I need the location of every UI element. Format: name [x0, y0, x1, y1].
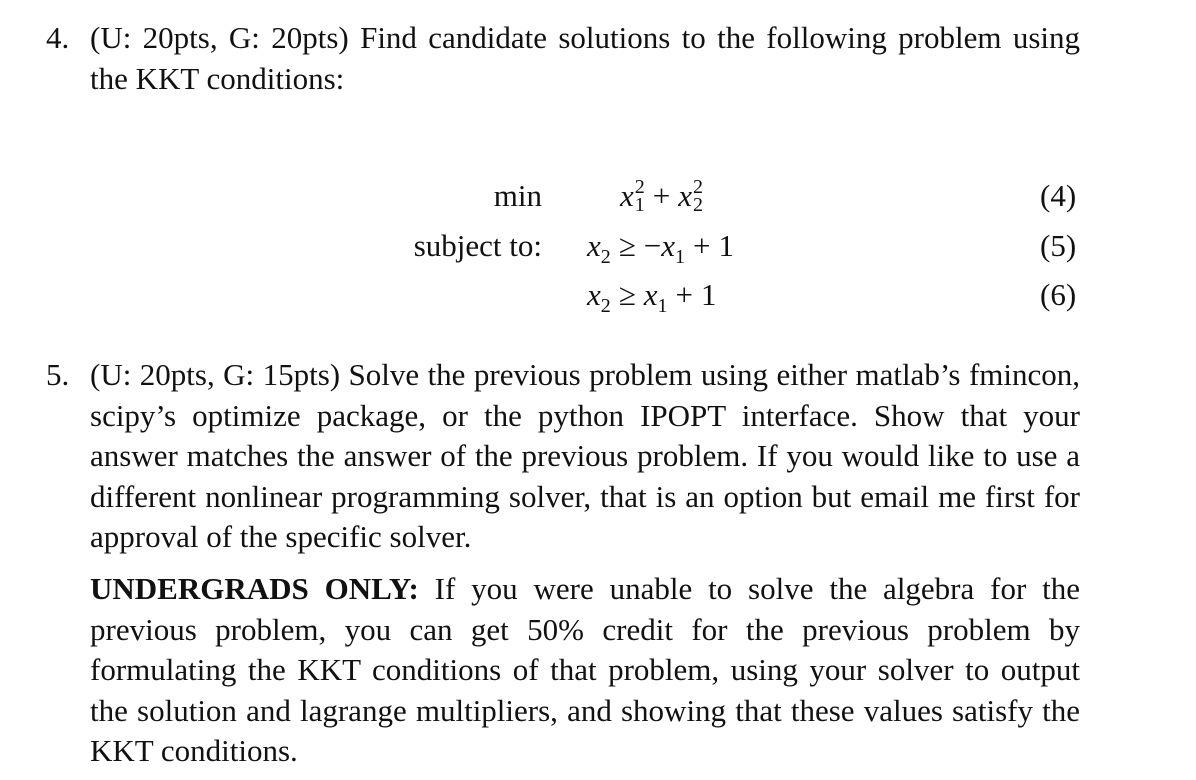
undergrad-note-label: UNDERGRADS ONLY:: [90, 570, 419, 606]
constraint-label: subject to:: [413, 228, 542, 263]
objective-expression: x 2 1 + x 2 2: [620, 175, 704, 216]
equation-number-4: (4): [1040, 178, 1077, 213]
undergrad-note-text: If you were unable to solve the algebra for the previous problem, you can get 50% credit for the previous problem by formulating the KKT conditions of that problem, using your solver to output the solution and lagrange multipliers, and showing that these values satisfy the KKT conditions.: [90, 570, 1080, 769]
objective-label: min: [493, 178, 542, 213]
problem-4: [46, 18, 1080, 99]
problem-5-text: (U: 20pts, G: 15pts) Solve the previous problem using either matlab’s fmincon, scipy’s optimize package, or the python IPOPT interface. Show that your answer matches the answer of the previous problem. If you would like to use a different nonlinear programming solver, that is an option but email me first for approval of the specific solver.: [90, 357, 1080, 555]
problem-5: [46, 355, 1080, 772]
constraint-1-row: [0, 224, 1196, 268]
problem-5-number: 5.: [46, 357, 70, 392]
constraint-1-expression: $x_2 \ge -x_1 + 1$: [587, 228, 735, 268]
equation-number-5: (5): [1040, 228, 1077, 263]
problem-4-number: 4.: [46, 20, 70, 55]
undergrad-note: [90, 569, 1080, 772]
objective-row: [0, 174, 1196, 218]
constraint-2-expression: $x_2 \ge x_1 + 1$: [587, 277, 717, 317]
problem-4-text: (U: 20pts, G: 20pts) Find candidate solutions to the following problem using the KKT conditions:: [90, 20, 1080, 96]
equation-number-6: (6): [1040, 277, 1077, 312]
constraint-2-row: [0, 273, 1196, 317]
